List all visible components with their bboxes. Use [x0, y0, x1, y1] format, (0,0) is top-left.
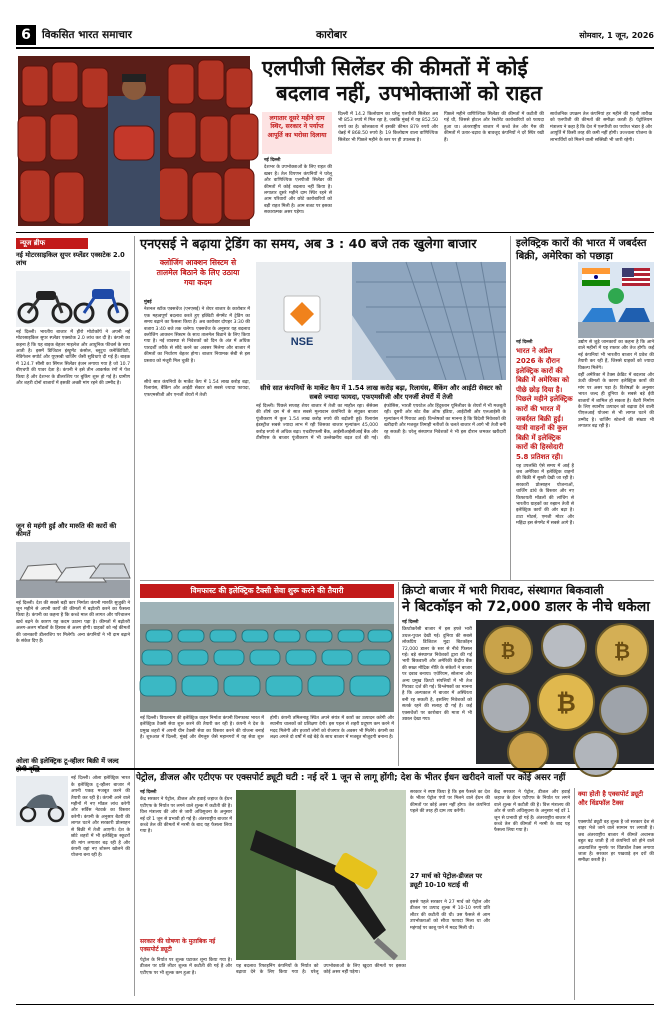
- lpg-body-p4: सार्वजनिक उपक्रम तेल कंपनियां हर महीने की पहली तारीख को एलपीजी की कीमतों की समीक्षा करती हैं। पेट्रोलियम मंत्रालय ने कहा है कि देश में एलपीजी का पर्याप्त भंडार है और आपूर्ति में किसी तरह की कमी नहीं होगी। उज्ज्वला योजना के लाभार्थियों को मिलने वाली सब्सिडी भी जारी रहेगी।: [550, 112, 652, 143]
- crypto-coins-photo: [476, 620, 654, 764]
- lpg-byline: नई दिल्ली: [264, 158, 281, 163]
- taxi-body: नई दिल्ली। वियतनाम की इलेक्ट्रिक वाहन निर्माता कंपनी विनफास्ट भारत में इलेक्ट्रिक टैक्सी सेवा शुरू करने की तैयारी कर रही है। कंपनी ने देश के प्रमुख शहरों में अपनी ग्रीन टैक्सी सेवा का विस्तार करने की योजना बनाई है। शुरुआत में दिल्ली, मुंबई और बेंगलुरु जैसे महानगरों में यह सेवा शुरू होगी। कंपनी तमिलनाडु स्थित अपने संयंत्र में कारों का उत्पादन करेगी और स्थानीय चालकों को प्रशिक्षण देगी। इस पहल से शहरी प्रदूषण कम करने में मदद मिलेगी और हजारों लोगों को रोजगार के अवसर भी मिलेंगे। कंपनी का लक्ष्य अगले दो वर्षों में बड़े बेड़े के साथ बाजार में मजबूत मौजूदगी बनाना है।: [140, 716, 394, 741]
- ev-lead: भारत ने अप्रैल 2026 के दौरान इलेक्ट्रिक कारों की बिक्री में अमेरिका को पीछे छोड़ दिया है। पिछले महीने इलेक्ट्रिक कारों की भारत में जबर्दस्त बिक्री हुई। यात्री वाहनों की कुल बिक्री में इलेक्ट्रिक कारों की हिस्सेदारी 5.8 प्रतिशत रही।: [516, 347, 573, 461]
- lpg-body-col1: [264, 158, 332, 228]
- fuel-photo-caption: यह बदलाव रिफाइनिंग कंपनियों के निर्यात को बढ़ावा देने के लिए किया गया है। घरेलू उपभोक्ताओं के लिए खुदरा कीमतों पर इसका कोई असर नहीं पड़ेगा।: [236, 964, 406, 976]
- fuel-box-body: पेट्रोल के निर्यात पर शुल्क घटाकर शून्य किया गया है। डीजल पर प्रति लीटर शुल्क में कटौती की गई है और एटीएफ पर भी शुल्क कम हुआ है।: [140, 958, 232, 976]
- masthead: [16, 24, 654, 46]
- fuel-right-body: एक्सपोर्ट ड्यूटी वह शुल्क है जो सरकार देश से बाहर भेजे जाने वाले सामान पर लगाती है। जब अंतरराष्ट्रीय बाजार में कीमतें अचानक बहुत बढ़ जाती हैं तो कंपनियों को होने वाले अप्रत्याशित मुनाफे पर विंडफॉल टैक्स लगाया जाता है। सरकार हर पखवाड़े इन दरों की समीक्षा करती है।: [578, 820, 654, 864]
- fuel-top-rule: [16, 768, 654, 770]
- lpg-body-col3: [444, 112, 544, 228]
- sidebar-story3-title: ओला की इलेक्ट्रिक टू-व्हीलर बिक्री में जल्द: [16, 756, 119, 765]
- svg-text:₿: ₿: [613, 639, 631, 663]
- fuel-box-title: सरकार की घोषणा के मुताबिक नई एक्सपोर्ट ड्यूटी: [140, 938, 216, 953]
- fuel-sub-title: 27 मार्च को पेट्रोल-डीजल पर ड्यूटी 10-10 घटाई थी: [410, 872, 482, 889]
- sidebar-story3-body: नई दिल्ली। ओला इलेक्ट्रिक भारत के इलेक्ट्रिक टू-व्हीलर बाजार में अपनी पकड़ मजबूत करने की तैयारी कर रही है। कंपनी आने वाले महीनों में नए मॉडल लांच करेगी और सर्विस नेटवर्क का विस्तार करेगी। कंपनी के अनुसार बैटरी की लागत घटने और सरकारी प्रोत्साहन से बिक्री में तेजी आएगी। देश के छोटे शहरों में भी इलेक्ट्रिक स्कूटरों की मांग लगातार बढ़ रही है और कंपनी वहां नए शोरूम खोलने की योजना बना रही है।: [71, 776, 130, 859]
- crypto-headline: [402, 584, 656, 616]
- nse-logo: NSE: [290, 336, 314, 348]
- nse-ev-divider: [510, 236, 511, 580]
- fuel-col1: [140, 790, 232, 950]
- page-bottom-rule: [16, 1004, 654, 1005]
- fuel-right-title: क्या होती है एक्सपोर्ट ड्यूटी और विंडफॉल टैक्स: [578, 790, 644, 807]
- lpg-body-col2: [338, 112, 438, 228]
- lpg-headline-line1: एलपीजी सिलेंडर की कीमतों में कोई: [262, 56, 528, 80]
- ev-body-p3: वहीं अमेरिका में टैक्स क्रेडिट में बदलाव और ऊंची कीमतों के कारण इलेक्ट्रिक कारों की मांग पर असर पड़ा है। विशेषज्ञों के अनुसार भारत जल्द ही दुनिया के सबसे बड़े ईवी बाजारों में शामिल हो सकता है। बैटरी निर्माण के लिए स्थानीय उत्पादन को बढ़ावा देने वाली पीएलआई योजना से भी लागत घटने की उम्मीद है। चार्जिंग स्टेशनों की संख्या भी लगातार बढ़ रही है।: [578, 373, 654, 430]
- nse-body-p1-cont: सीधे सात कंपनियों के मार्केट कैप में 1.54 लाख करोड़ बढ़ा, रिलायंस, बैंकिंग और आईटी सेक्टर को सबसे ज्यादा फायदा, एफएमसीजी और एनर्जी शेयरों में तेजी: [144, 380, 250, 398]
- nse-body-p1: नेशनल स्टॉक एक्सचेंज (एनएसई) ने शेयर बाजार के कारोबार में एक महत्वपूर्ण बदलाव करते हुए इक्विटी सेगमेंट में ट्रेडिंग का समय बढ़ाने का फैसला किया है। अब कारोबार दोपहर 3:30 की बजाय 3:40 बजे तक चलेगा। एक्सचेंज के अनुसार यह बदलाव क्लोजिंग आक्शन सिस्टम के साथ तालमेल बिठाने के लिए किया गया है। नई व्यवस्था से निवेशकों को दिन के अंत में अधिक पारदर्शी तरीके से सौदे करने का अवसर मिलेगा और बाजार में कीमतों का निर्धारण बेहतर होगा। बाजार नियामक सेबी से इस प्रस्ताव को मंजूरी मिल चुकी है।: [144, 307, 250, 364]
- ev-byline: नई दिल्ली: [516, 340, 533, 345]
- ev-body-p2: उद्योग से जुड़े जानकारों का कहना है कि आने वाले महीनों में यह रफ्तार और तेज होगी। कई नई कंपनियां भी भारतीय बाजार में प्रवेश की तैयारी कर रही हैं, जिससे ग्राहकों को ज्यादा विकल्प मिलेंगे।: [578, 340, 654, 371]
- ev-flags-photo: [578, 262, 654, 338]
- maruti-cars-photo: [16, 542, 130, 598]
- fuel-headline: पेट्रोल, डीजल और एटीएफ पर एक्सपोर्ट ड्यूटी घटी : नई दरें 1 जून से लागू होंगी; देश के भीतर ईंधन खरीदने वालों पर कोई असर नहीं: [136, 773, 566, 783]
- lpg-cylinders-photo: [18, 56, 250, 226]
- sidebar-story2-body: नई दिल्ली। देश की सबसे बड़ी कार निर्माता कंपनी मारुति सुजुकी ने जून महीने से अपनी कारों की कीमतों में बढ़ोतरी करने का फैसला किया है। कंपनी का कहना है कि कच्चे माल की लागत और परिचालन खर्च बढ़ने के कारण यह कदम उठाना पड़ा है। कीमतों में बढ़ोतरी अलग-अलग मॉडलों के हिसाब से अलग होगी। ग्राहकों को नई कीमतों की जानकारी डीलरशिप पर मिलेगी। अन्य कंपनियों ने भी दाम बढ़ाने के संकेत दिए हैं।: [16, 600, 130, 645]
- nse-body-col1b: [144, 380, 250, 422]
- taxi-fleet-photo: [140, 602, 394, 712]
- sidebar-story1-body: नई दिल्ली। भारतीय बाजार में हीरो मोटोकॉर्प ने अपनी नई मोटरसाइकिल सुपर स्प्लेंडर एक्सटेक 2.0 लांच कर दी है। कंपनी का कहना है कि यह बाइक बेहतर माइलेज और आधुनिक फीचर्स के साथ आती है। इसमें डिजिटल इंस्ट्रूमेंट कंसोल, ब्लूटूथ कनेक्टिविटी, नेविगेशन सपोर्ट और यूएसबी चार्जिंग जैसी सुविधाएं दी गई हैं। बाइक में 124.7 सीसी का सिंगल सिलेंडर इंजन लगाया गया है जो 10.7 बीएचपी की पावर देता है। कंपनी ने इसे तीन आकर्षक रंगों में पेश किया है और देशभर के डीलरशिप पर बुकिंग शुरू हो गई है। ग्रामीण और शहरी दोनों बाजारों में इसकी अच्छी मांग रहने की उम्मीद है।: [16, 329, 130, 387]
- fuel-col3: [410, 790, 490, 870]
- ev-byline-col: [516, 340, 574, 580]
- nse-body-2: नई दिल्ली। पिछले सप्ताह शेयर बाजार में तेजी का माहौल रहा। सेंसेक्स की शीर्ष दस में से सात सबसे मूल्यवान कंपनियों के संयुक्त बाजार पूंजीकरण में कुल 1.54 लाख करोड़ रुपये की बढ़ोतरी हुई। रिलायंस इंडस्ट्रीज सबसे ज्यादा लाभ में रही जिसका बाजार मूल्यांकन 45,000 करोड़ रुपये से अधिक बढ़ा। एचडीएफसी बैंक, आईसीआईसीआई बैंक और टीसीएस के बाजार पूंजीकरण में भी उल्लेखनीय बढ़त दर्ज की गई। इंफोसिस, भारती एयरटेल और हिंदुस्तान यूनिलीवर के शेयरों में भी मजबूती रही। दूसरी ओर स्टेट बैंक ऑफ इंडिया, आईटीसी और एलआईसी के मूल्यांकन में गिरावट आई। विश्लेषकों का मानना है कि विदेशी निवेशकों की खरीदारी और मजबूत तिमाही नतीजों के चलते बाजार में आगे भी तेजी बनी रह सकती है। घरेलू संस्थागत निवेशकों ने भी इस दौरान जमकर खरीदारी की।: [256, 404, 506, 442]
- svg-text:₿: ₿: [500, 641, 516, 662]
- nse-headline: एनएसई ने बढ़ाया ट्रेडिंग का समय, अब 3 : 40 बजे तक खुलेगा बाजार: [140, 237, 477, 252]
- sidebar-divider: [134, 236, 135, 996]
- ola-scooter-photo: [16, 776, 68, 826]
- issue-date: सोमवार, 1 जून, 2026: [579, 31, 654, 40]
- fuel-body-p1: केंद्र सरकार ने पेट्रोल, डीजल और हवाई जहाज के ईंधन एटीएफ के निर्यात पर लगने वाले शुल्क में कटौती की है। वित्त मंत्रालय की ओर से जारी अधिसूचना के अनुसार नई दरें 1 जून से प्रभावी हो गई हैं। अंतरराष्ट्रीय बाजार में कच्चे तेल की कीमतों में नरमी के बाद यह फैसला लिया गया है।: [140, 797, 232, 835]
- ev-body-p1: यह उपलब्धि ऐसे समय में आई है जब अमेरिका में इलेक्ट्रिक वाहनों की बिक्री में सुस्ती देखी जा रही है। सरकारी प्रोत्साहन योजनाओं, चार्जिंग ढांचे के विस्तार और नए किफायती मॉडलों की लांचिंग से भारतीय ग्राहकों का रुझान तेजी से इलेक्ट्रिक कारों की ओर बढ़ा है। टाटा मोटर्स, एमजी मोटर और महिंद्रा इस सेगमेंट में सबसे आगे हैं।: [516, 463, 574, 527]
- fuel-byline: नई दिल्ली: [140, 790, 157, 795]
- fuel-right-divider: [574, 788, 575, 1000]
- fuel-sub-body: इससे पहले सरकार ने 27 मार्च को पेट्रोल और डीजल पर उत्पाद शुल्क में 10-10 रुपये प्रति लीटर की कटौती की थी। उस फैसले से आम उपभोक्ताओं को सीधा फायदा मिला था और महंगाई पर काबू पाने में मदद मिली थी।: [410, 900, 490, 931]
- lpg-body-col4: [550, 112, 652, 228]
- page-number: 6: [16, 25, 36, 45]
- fuel-col4: [494, 790, 570, 1000]
- crypto-body-p1: क्रिप्टोकरेंसी बाजार में इस हफ्ते भारी उथल-पुथल देखी गई। दुनिया की सबसे लोकप्रिय डिजिटल मुद्रा बिटकॉइन 72,000 डालर के स्तर से नीचे फिसल गई। बड़े संस्थागत निवेशकों द्वारा की गई भारी बिकवाली और अमेरिकी केंद्रीय बैंक की सख्त मौद्रिक नीति के संकेतों ने बाजार पर दबाव बनाया। एथेरियम, सोलाना और अन्य प्रमुख क्रिप्टो संपत्तियों में भी तेज गिरावट दर्ज की गई। विश्लेषकों का मानना है कि अल्पकाल में बाजार में अस्थिरता बनी रह सकती है, इसलिए निवेशकों को सतर्क रहने की सलाह दी गई है। कई एक्सचेंजों पर कारोबार की मात्रा में भी उछाल देखा गया।: [402, 627, 472, 723]
- sidebar-label: न्यूज ब्रीफ: [16, 238, 88, 249]
- fuel-nozzle-photo: [236, 790, 406, 960]
- motorcycles-photo: [16, 271, 130, 327]
- masthead-rule: [16, 47, 654, 49]
- paper-name: विकसित भारत समाचार: [42, 29, 132, 41]
- nse-photo-caption: सीधे सात कंपनियों के मार्केट कैप में 1.54 लाख करोड़ बढ़ा, रिलायंस, बैंकिंग और आईटी सेक्टर को सबसे ज्यादा फायदा, एफएमसीजी और एनर्जी शेयरों में तेजी: [260, 384, 502, 401]
- sidebar-story2-title: जून से महंगी हुईं और मारुति की कारों की कीमतें: [16, 521, 117, 539]
- svg-text:₿: ₿: [556, 689, 576, 717]
- lpg-headline: [262, 56, 654, 106]
- sidebar-story1-title: नई मोटरसाइकिल सुपर स्प्लेंडर एक्सटेक 2.0 लांच: [16, 251, 125, 268]
- nse-body-col1: [144, 300, 250, 380]
- crypto-body: [402, 620, 472, 764]
- sidebar: [16, 238, 130, 998]
- lpg-headline-line2: बदलाव नहीं, उपभोक्ताओं को राहत: [276, 81, 542, 105]
- nse-building-photo: [256, 262, 506, 380]
- section-label: कारोबार: [316, 29, 347, 41]
- ev-body-col2: [578, 340, 654, 580]
- lpg-deck: लगातार दूसरे महीने दाम स्थिर, सरकार ने पर्याप्त आपूर्ति का भरोसा दिलाया: [262, 112, 332, 154]
- fuel-body-p1-cont: केंद्र सरकार ने पेट्रोल, डीजल और हवाई जहाज के ईंधन एटीएफ के निर्यात पर लगने वाले शुल्क में कटौती की है। वित्त मंत्रालय की ओर से जारी अधिसूचना के अनुसार नई दरें 1 जून से प्रभावी हो गई हैं। अंतरराष्ट्रीय बाजार में कच्चे तेल की कीमतों में नरमी के बाद यह फैसला लिया गया है।: [494, 790, 570, 834]
- lpg-body-p1: देशभर के उपभोक्ताओं के लिए राहत की खबर है। तेल विपणन कंपनियों ने घरेलू और वाणिज्यिक एलपीजी सिलेंडर की कीमतों में कोई बदलाव नहीं किया है। लगातार दूसरे महीने दाम स्थिर रहने से आम परिवारों और छोटे कारोबारियों को बड़ी राहत मिली है। आम बजट पर इसका सकारात्मक असर पड़ेगा।: [264, 165, 332, 216]
- crypto-headline-line2: ने बिटकॉइन को 72,000 डालर के नीचे धकेला: [402, 599, 650, 615]
- crypto-divider: [398, 582, 399, 766]
- taxi-top-rule: [140, 580, 654, 581]
- nse-byline: मुंबई: [144, 300, 152, 305]
- fuel-mid-body: सरकार ने स्पष्ट किया है कि इस फैसले का देश के भीतर पेट्रोल पंपों पर मिलने वाले ईंधन की कीमतों पर कोई असर नहीं होगा। तेल कंपनियां पहले की तरह ही दाम तय करेंगी।: [410, 790, 490, 815]
- crypto-headline-line1: क्रिप्टो बाजार में भारी गिरावट, संस्थागत बिकवाली: [402, 584, 604, 597]
- ev-headline: इलेक्ट्रिक कारों की भारत में जबर्दस्त बिक्री, अमेरिका को पछाड़ा: [516, 238, 647, 262]
- lpg-body-p3: पिछले महीने वाणिज्यिक सिलेंडर की कीमतों में कटौती की गई थी, जिससे होटल और रेस्टोरेंट कारोबारियों को फायदा हुआ था। अंतरराष्ट्रीय बाजार में कच्चे तेल और गैस की कीमतों में उतार-चढ़ाव के बावजूद कंपनियों ने दरें स्थिर रखी हैं।: [444, 112, 544, 143]
- nse-deck: क्लोजिंग आक्शन सिस्टम से तालमेल बिठाने के लिए उठाया गया कदम: [156, 258, 240, 287]
- lpg-body-p2: दिल्ली में 14.2 किलोग्राम का घरेलू एलपीजी सिलेंडर अब भी 853 रुपये में मिल रहा है, जबकि मुंबई में यह 852.50 रुपये का है। कोलकाता में इसकी कीमत 879 रुपये और चेन्नई में 868.50 रुपये है। 19 किलोग्राम वाला वाणिज्यिक सिलेंडर भी पिछले महीने के स्तर पर ही उपलब्ध है।: [338, 112, 438, 143]
- lpg-bottom-rule: [16, 232, 654, 233]
- taxi-headline: विमफास्ट की इलेक्ट्रिक टैक्सी सेवा शुरू करने की तैयारी: [140, 584, 394, 598]
- crypto-byline: नई दिल्ली: [402, 620, 419, 625]
